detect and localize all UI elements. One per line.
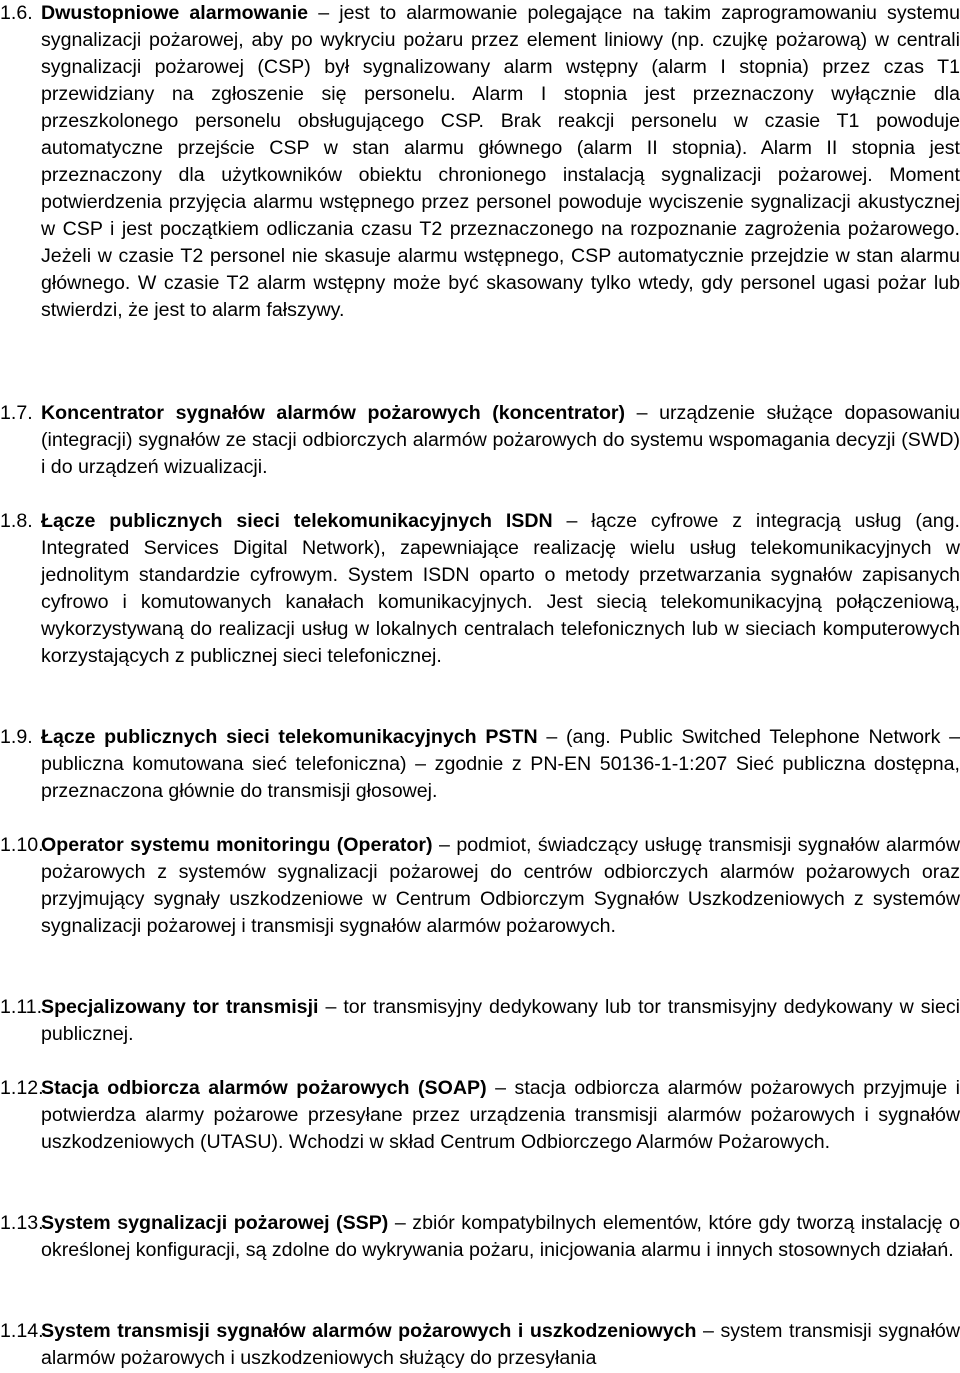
definition-dash: – <box>703 1320 714 1342</box>
section-number: 1.6. <box>0 2 33 24</box>
definition-dash: – <box>495 1077 507 1099</box>
definition-dash: – <box>439 834 450 856</box>
definition-body <box>41 0 960 324</box>
definition-body <box>41 832 960 940</box>
definition-text: tor transmisyjny dedykowany lub tor transmisyjny dedykowany w sieci publicznej. <box>41 996 960 1045</box>
section-number: 1.8. <box>0 510 33 532</box>
section-number: 1.7. <box>0 402 33 424</box>
definition-dash: – <box>546 726 558 748</box>
definition-dash: – <box>325 996 337 1018</box>
definition-body <box>41 1210 960 1264</box>
section-number: 1.14. <box>0 1320 44 1342</box>
definition-text: jest to alarmowanie polegające na takim zaprogramowaniu systemu sygnalizacji pożarowej, aby po wykryciu pożaru przez element liniowy (np. czujkę pożarową) w centrali sygnalizacji pożarowej (CSP) był sygnalizowany alarm wstępny (alarm I stopnia) przez czas T1 przewidziany na zgłoszenie się personelu. Alarm I stopnia jest przeznaczony wyłącznie dla przeszkolonego personelu obsługującego CSP. Brak reakcji personelu w czasie T1 powoduje automatyczne przejście CSP w stan alarmu głównego (alarm II stopnia). Alarm II stopnia jest przeznaczony dla użytkowników obiektu chronionego instalacją sygnalizacji pożarowej. Moment potwierdzenia przyjęcia alarmu wstępnego przez personel powoduje wyciszenie sygnalizacji akustycznej w CSP i jest początkiem odliczania czasu T2 przeznaczonego na rozpoznanie zagrożenia pożarowego. Jeżeli w czasie T2 personel nie skasuje alarmu wstępnego, CSP automatycznie przejdzie w stan alarmu głównego. W czasie T2 alarm wstępny może być skasowany tylko wtedy, gdy personel ugasi pożar lub stwierdzi, że jest to alarm fałszywy. <box>41 2 960 321</box>
definition-dash: – <box>636 402 648 424</box>
definition-dash: – <box>318 2 330 24</box>
definition-text: urządzenie służące dopasowaniu (integracji) sygnałów ze stacji odbiorczych alarmów pożarowych do systemu wspomagania decyzji (SWD) i do urządzeń wizualizacji. <box>41 402 960 478</box>
section-number: 1.11. <box>0 996 43 1018</box>
definition-term: Łącze publicznych sieci telekomunikacyjnych ISDN <box>41 510 553 532</box>
definition-term: Koncentrator sygnałów alarmów pożarowych (koncentrator) <box>41 402 626 424</box>
section-number: 1.9. <box>0 726 33 748</box>
definition-term: Łącze publicznych sieci telekomunikacyjnych PSTN <box>41 726 538 748</box>
definition-term: Stacja odbiorcza alarmów pożarowych (SOAP) <box>41 1077 487 1099</box>
definition-body <box>41 724 960 805</box>
definition-body <box>41 994 960 1048</box>
definition-text: łącze cyfrowe z integracją usług (ang. Integrated Services Digital Network), zapewniające realizację wielu usług telekomunikacyjnych w jednolitym standardzie cyfrowym. System ISDN oparto o metody przetwarzania sygnałów zapisanych cyfrowo i komutowanych kanałach komunikacyjnych. Jest siecią telekomunikacyjną połączeniową, wykorzystywaną do realizacji usług w lokalnych centralach telefonicznych lub w sieciach komputerowych korzystających z publicznej sieci telefonicznej. <box>41 510 960 667</box>
section-number: 1.10. <box>0 834 44 856</box>
definition-term: Operator systemu monitoringu (Operator) <box>41 834 433 856</box>
definition-term: System sygnalizacji pożarowej (SSP) <box>41 1212 389 1234</box>
definition-term: Specjalizowany tor transmisji <box>41 996 319 1018</box>
definition-text: podmiot, świadczący usługę transmisji sygnałów alarmów pożarowych z systemów sygnalizacji pożarowej do centrów odbiorczych alarmów pożarowych oraz przyjmujący sygnały uszkodzeniowe w Centrum Odbiorczym Sygnałów Uszkodzeniowych z systemów sygnalizacji pożarowej i transmisji sygnałów alarmów pożarowych. <box>41 834 960 937</box>
definition-dash: – <box>566 510 578 532</box>
definition-body <box>41 1318 960 1372</box>
definition-text: zbiór kompatybilnych elementów, które gdy tworzą instalację o określonej konfiguracji, są zdolne do wykrywania pożaru, inicjowania alarmu i innych stosownych działań. <box>41 1212 960 1261</box>
definition-term: System transmisji sygnałów alarmów pożarowych i uszkodzeniowych <box>41 1320 697 1342</box>
definition-body <box>41 508 960 670</box>
definition-text: stacja odbiorcza alarmów pożarowych przyjmuje i potwierdza alarmy pożarowe przesyłane przez urządzenia transmisji alarmów pożarowych i sygnałów uszkodzeniowych (UTASU). Wchodzi w skład Centrum Odbiorczego Alarmów Pożarowych. <box>41 1077 960 1153</box>
section-number: 1.13. <box>0 1212 44 1234</box>
definition-term: Dwustopniowe alarmowanie <box>41 2 309 24</box>
definition-dash: – <box>394 1212 406 1234</box>
definition-text: (ang. Public Switched Telephone Network – publiczna komutowana sieć telefoniczna) – zgodnie z PN-EN 50136-1-1:207 Sieć publiczna dostępna, przeznaczona głównie do transmisji głosowej. <box>41 726 960 802</box>
section-number: 1.12. <box>0 1077 44 1099</box>
definition-text: system transmisji sygnałów alarmów pożarowych i uszkodzeniowych służący do przesyłania <box>41 1320 960 1369</box>
definition-body <box>41 1075 960 1156</box>
definition-body <box>41 400 960 481</box>
